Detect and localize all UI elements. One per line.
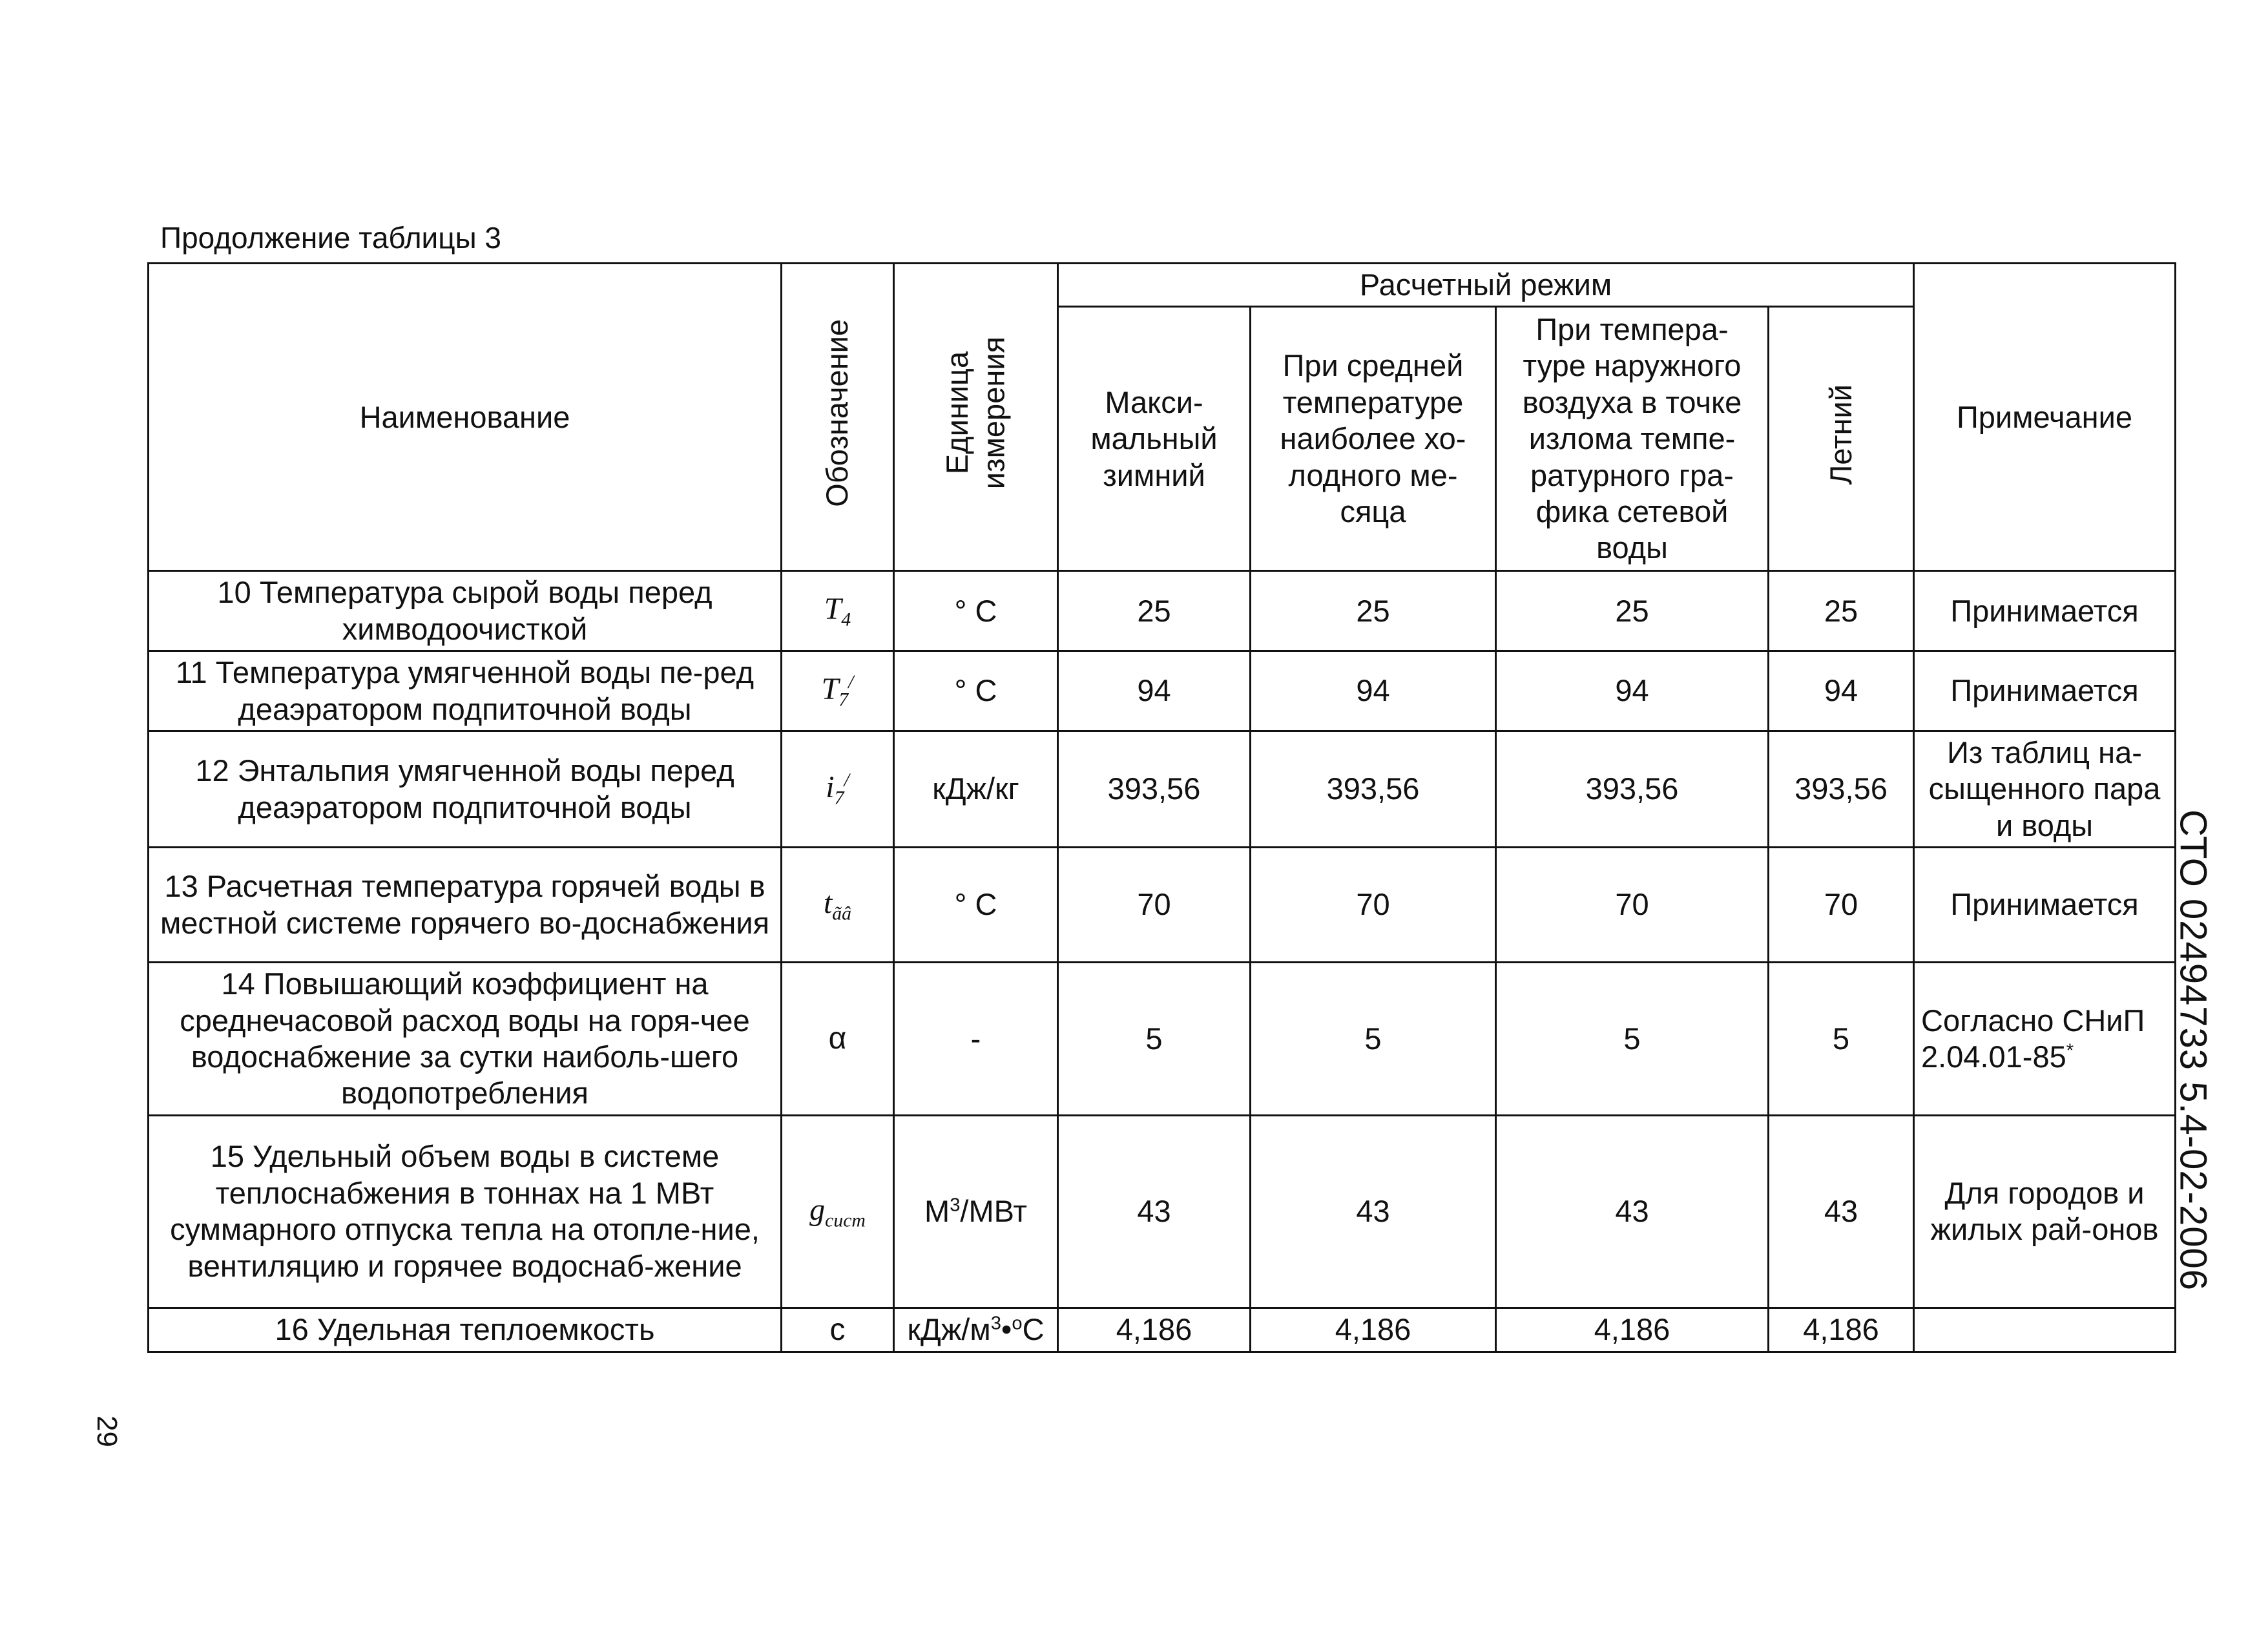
row-name: 15 Удельный объем воды в системе теплоснабжения в тоннах на 1 МВт суммарного отпуска тепла на отопле-ние, вентиляцию и горячее водоснаб-жение	[149, 1115, 782, 1308]
row-value-break-point: 70	[1496, 848, 1769, 963]
row-unit: ° С	[894, 848, 1058, 963]
row-symbol: $t_{ãâ}$	[782, 848, 894, 963]
row-unit: -	[894, 963, 1058, 1116]
row-value-avg-coldest: 25	[1251, 571, 1496, 651]
row-value-max-winter: 25	[1058, 571, 1251, 651]
row-value-break-point: 25	[1496, 571, 1769, 651]
row-unit: ° С	[894, 651, 1058, 731]
row-note: Принимается	[1914, 651, 2176, 731]
header-symbol: Обозначение	[782, 264, 894, 571]
row-name: 11 Температура умягченной воды пе-ред деаэратором подпиточной воды	[149, 651, 782, 731]
row-value-max-winter: 4,186	[1058, 1308, 1251, 1352]
row-value-summer: 5	[1769, 963, 1914, 1116]
row-value-summer: 43	[1769, 1115, 1914, 1308]
header-note: Примечание	[1914, 264, 2176, 571]
table-row	[149, 1308, 2176, 1352]
row-value-summer: 70	[1769, 848, 1914, 963]
table-row	[149, 571, 2176, 651]
row-note	[1914, 1308, 2176, 1352]
row-name: 14 Повышающий коэффициент на среднечасовой расход воды на горя-чее водоснабжение за сутки наиболь-шего водопотребления	[149, 963, 782, 1116]
row-note: Согласно СНиП 2.04.01-85*	[1914, 963, 2176, 1116]
row-value-max-winter: 70	[1058, 848, 1251, 963]
row-symbol: $T_7^/$	[782, 651, 894, 731]
row-name: 13 Расчетная температура горячей воды в местной системе горячего во-доснабжения	[149, 848, 782, 963]
row-value-avg-coldest: 393,56	[1251, 731, 1496, 847]
table-caption: Продолжение таблицы 3	[160, 221, 502, 255]
data-table	[147, 262, 2176, 1353]
row-value-summer: 393,56	[1769, 731, 1914, 847]
row-symbol: α	[782, 963, 894, 1116]
header-name: Наименование	[149, 264, 782, 571]
table-row	[149, 1115, 2176, 1308]
row-value-break-point: 43	[1496, 1115, 1769, 1308]
row-unit: $М^3$/МВт	[894, 1115, 1058, 1308]
row-value-break-point: 5	[1496, 963, 1769, 1116]
row-value-avg-coldest: 70	[1251, 848, 1496, 963]
row-value-break-point: 94	[1496, 651, 1769, 731]
header-unit: Единица измерения	[894, 264, 1058, 571]
row-unit: ° С	[894, 571, 1058, 651]
table-row	[149, 731, 2176, 847]
page-number	[84, 1405, 129, 1457]
row-name: 16 Удельная теплоемкость	[149, 1308, 782, 1352]
row-note: Для городов и жилых рай-онов	[1914, 1115, 2176, 1308]
row-unit: кДж/кг	[894, 731, 1058, 847]
table-row	[149, 651, 2176, 731]
row-value-max-winter: 393,56	[1058, 731, 1251, 847]
row-note: Принимается	[1914, 571, 2176, 651]
row-name: 10 Температура сырой воды перед химводоочисткой	[149, 571, 782, 651]
header-mode-avg-coldest: При средней температуре наиболее хо- лодного ме- сяца	[1251, 307, 1496, 571]
row-symbol: с	[782, 1308, 894, 1352]
row-note: Из таблиц на-сыщенного пара и воды	[1914, 731, 2176, 847]
row-note: Принимается	[1914, 848, 2176, 963]
row-value-max-winter: 5	[1058, 963, 1251, 1116]
row-symbol: $T_4$	[782, 571, 894, 651]
row-value-avg-coldest: 94	[1251, 651, 1496, 731]
row-value-avg-coldest: 4,186	[1251, 1308, 1496, 1352]
header-mode-summer: Летний	[1769, 307, 1914, 571]
document-code	[2158, 798, 2229, 1302]
row-value-max-winter: 43	[1058, 1115, 1251, 1308]
header-mode-max-winter: Макси- мальный зимний	[1058, 307, 1251, 571]
row-name: 12 Энтальпия умягченной воды перед деаэратором подпиточной воды	[149, 731, 782, 847]
row-unit: кДж/$м^3•^оС$	[894, 1308, 1058, 1352]
document-code-text: СТО 02494733 5.4-02-2006	[2172, 809, 2214, 1291]
header-row-top	[149, 264, 2176, 307]
table-row	[149, 963, 2176, 1116]
row-value-summer: 94	[1769, 651, 1914, 731]
row-value-break-point: 393,56	[1496, 731, 1769, 847]
row-value-summer: 25	[1769, 571, 1914, 651]
header-mode-break-point: При темпера- туре наружного воздуха в точке излома темпе- ратурного гра- фика сетевой воды	[1496, 307, 1769, 571]
page-number-text: 29	[91, 1415, 123, 1447]
row-value-summer: 4,186	[1769, 1308, 1914, 1352]
table-row	[149, 848, 2176, 963]
row-value-avg-coldest: 43	[1251, 1115, 1496, 1308]
row-symbol: $g_{сист}$	[782, 1115, 894, 1308]
header-mode: Расчетный режим	[1058, 264, 1914, 307]
row-value-break-point: 4,186	[1496, 1308, 1769, 1352]
row-value-avg-coldest: 5	[1251, 963, 1496, 1116]
row-symbol: $i_7^/$	[782, 731, 894, 847]
row-value-max-winter: 94	[1058, 651, 1251, 731]
